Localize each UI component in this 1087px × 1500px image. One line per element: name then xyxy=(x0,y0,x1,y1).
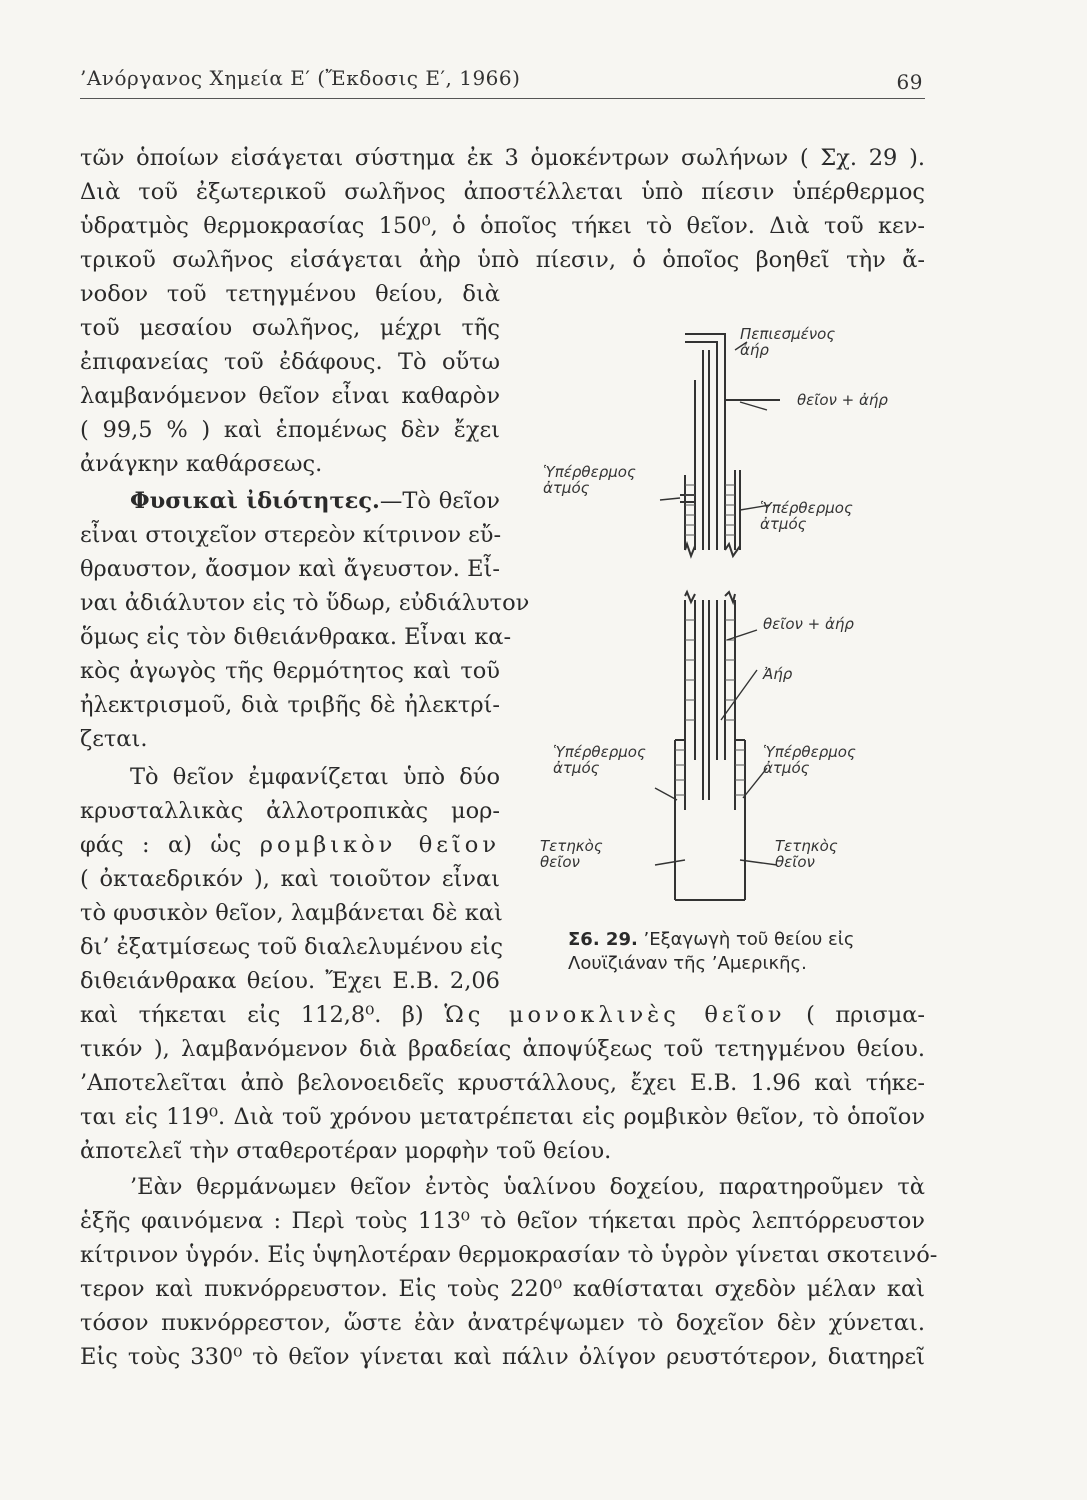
label-sulfur-air-top: θεῖον + ἀήρ xyxy=(797,391,888,409)
text-line: ἀποτελεῖ τὴν σταθεροτέραν μορφὴν τοῦ θείου. xyxy=(80,1138,612,1164)
text-line: ἠλεκτρισμοῦ, διὰ τριβῆς δὲ ἠλεκτρί- xyxy=(80,692,500,718)
text-line: ’Εὰν θερμάνωμεν θεῖον ἐντὸς ὑαλίνου δοχείου, παρατηροῦμεν τὰ xyxy=(130,1174,925,1200)
label-steam-left-top: Ὑπέρθερμος ἀτμός xyxy=(543,463,636,497)
section-heading: Φυσικαὶ ἰδιότητες. xyxy=(130,488,380,514)
text-line xyxy=(80,830,500,860)
text-line: κρυσταλλικὰς ἀλλοτροπικὰς μορ- xyxy=(80,798,500,824)
text-line: τόσον πυκνόρρεστον, ὥστε ἐὰν ἀνατρέψωμεν τὸ δοχεῖον δὲν χύνεται. xyxy=(80,1310,925,1336)
text-fragment: καὶ τήκεται εἰς 112,8⁰. β) xyxy=(80,1002,445,1028)
page-number: 69 xyxy=(896,70,923,94)
text-line: ται εἰς 119⁰. Διὰ τοῦ χρόνου μετατρέπεται εἰς ρομβικὸν θεῖον, τὸ ὁποῖον xyxy=(80,1104,925,1130)
text-line: ἀνάγκην καθάρσεως. xyxy=(80,451,323,477)
text-line xyxy=(80,1000,925,1030)
text-line: τικόν ), λαμβανόμενον διὰ βραδείας ἀποψύξεως τοῦ τετηγμένου θείου. xyxy=(80,1036,925,1062)
text-line: ἑξῆς φαινόμενα : Περὶ τοὺς 113⁰ τὸ θεῖον τήκεται πρὸς λεπτόρρευστον xyxy=(80,1208,925,1234)
figure-caption xyxy=(568,928,928,976)
text-line: θραυστον, ἄοσμον καὶ ἄγευστον. Εἶ- xyxy=(80,556,500,582)
figure-caption-text: ’Εξαγωγὴ τοῦ θείου εἰς Λουϊζιάναν τῆς ’Αμερικῆς. xyxy=(568,929,855,974)
text-line: Τὸ θεῖον ἐμφανίζεται ὑπὸ δύο xyxy=(130,764,500,790)
term-monoclinic-sulfur: Ὡς μονοκλινὲς θεῖον xyxy=(444,1002,786,1028)
figure-frasch-process xyxy=(535,320,925,960)
text-line: ( ὀκταεδρικόν ), καὶ τοιοῦτον εἶναι xyxy=(80,866,500,892)
label-steam-right-top: Ὑπέρθερμος ἀτμός xyxy=(760,499,853,533)
section-heading-line xyxy=(80,486,500,516)
figure-number: Σ6. 29. xyxy=(568,929,638,950)
text-line: δι’ ἐξατμίσεως τοῦ διαλελυμένου εἰς xyxy=(80,934,503,960)
text-line: κὸς ἀγωγὸς τῆς θερμότητος καὶ τοῦ xyxy=(80,658,500,684)
text-fragment: —Τὸ θεῖον xyxy=(379,488,500,514)
text-line: τοῦ μεσαίου σωλῆνος, μέχρι τῆς xyxy=(80,315,500,341)
text-line: εἶναι στοιχεῖον στερεὸν κίτρινον εὔ- xyxy=(80,522,502,548)
label-molten-sulfur-right: Τετηκὸς θεῖον xyxy=(775,837,838,871)
label-compressed-air: Πεπιεσμένος ἀήρ xyxy=(740,325,836,359)
label-steam-left-bottom: Ὑπέρθερμος ἀτμός xyxy=(553,743,646,777)
text-line: Εἰς τοὺς 330⁰ τὸ θεῖον γίνεται καὶ πάλιν ὀλίγον ρευστότερον, διατηρεῖ xyxy=(80,1344,925,1370)
text-fragment: φάς : α) ὡς xyxy=(80,832,242,858)
text-line: κίτρινον ὑγρόν. Εἰς ὑψηλοτέραν θερμοκρασίαν τὸ ὑγρὸν γίνεται σκοτεινό- xyxy=(80,1242,938,1268)
label-sulfur-air-mid: θεῖον + ἀήρ xyxy=(763,615,854,633)
label-air: Ἀήρ xyxy=(763,665,793,683)
text-line: τῶν ὁποίων εἰσάγεται σύστημα ἐκ 3 ὁμοκέντρων σωλήνων ( Σχ. 29 ). xyxy=(80,145,925,171)
text-line: ναι ἀδιάλυτον εἰς τὸ ὕδωρ, εὐδιάλυτον xyxy=(80,590,530,616)
book-title: ’Ανόργανος Χημεία Ε′ (Ἔκδοσις Ε′, 1966) xyxy=(80,66,521,90)
text-line: ὅμως εἰς τὸν διθειάνθρακα. Εἶναι κα- xyxy=(80,624,512,650)
text-line: ( 99,5 % ) καὶ ἑπομένως δὲν ἔχει xyxy=(80,417,500,443)
text-line: τερον καὶ πυκνόρρευστον. Εἰς τοὺς 220⁰ καθίσταται σχεδὸν μέλαν καὶ xyxy=(80,1276,925,1302)
label-steam-right-bottom: Ὑπέρθερμος ἀτμός xyxy=(763,743,856,777)
text-line: ’Αποτελεῖται ἀπὸ βελονοειδεῖς κρυστάλλους, ἔχει Ε.Β. 1.96 καὶ τήκε- xyxy=(80,1070,925,1096)
text-line: τρικοῦ σωλῆνος εἰσάγεται ἀὴρ ὑπὸ πίεσιν, ὁ ὁποῖος βοηθεῖ τὴν ἄ- xyxy=(80,247,925,273)
text-line: Διὰ τοῦ ἐξωτερικοῦ σωλῆνος ἀποστέλλεται ὑπὸ πίεσιν ὑπέρθερμος xyxy=(80,179,925,205)
text-line: διθειάνθρακα θείου. Ἔχει Ε.Β. 2,06 xyxy=(80,968,500,994)
text-line: λαμβανόμενον θεῖον εἶναι καθαρὸν xyxy=(80,383,500,409)
text-line: ζεται. xyxy=(80,726,148,752)
text-fragment: ( πρισμα- xyxy=(785,1002,926,1028)
text-line: ἐπιφανείας τοῦ ἐδάφους. Τὸ οὕτω xyxy=(80,349,500,375)
text-line: νοδον τοῦ τετηγμένου θείου, διὰ xyxy=(80,281,500,307)
text-line: τὸ φυσικὸν θεῖον, λαμβάνεται δὲ καὶ xyxy=(80,900,503,926)
label-molten-sulfur-left: Τετηκὸς θεῖον xyxy=(540,837,603,871)
term-rhombic-sulfur: ρομβικὸν θεῖον xyxy=(259,832,500,858)
text-line: ὑδρατμὸς θερμοκρασίας 150⁰, ὁ ὁποῖος τήκει τὸ θεῖον. Διὰ τοῦ κεν- xyxy=(80,213,925,239)
running-header xyxy=(80,64,925,99)
